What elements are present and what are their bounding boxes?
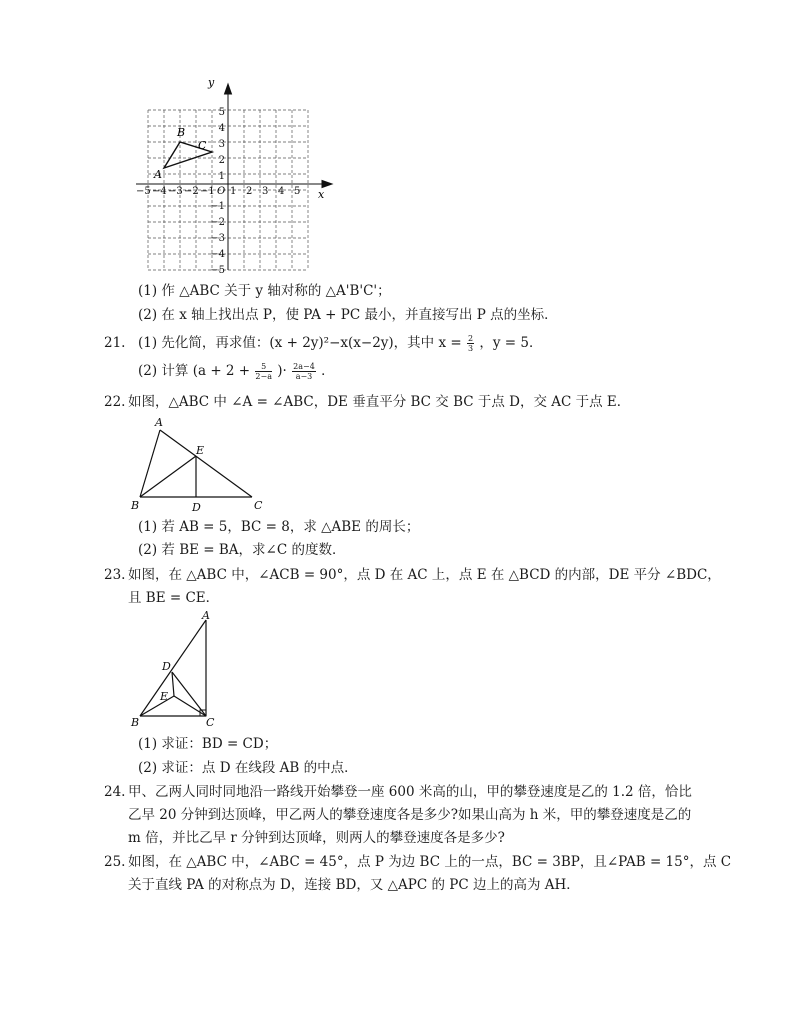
x-tick-label: 4	[278, 186, 285, 197]
x-tick-label: 1	[230, 186, 237, 197]
segment-be	[140, 456, 196, 497]
q25-number: 25.	[104, 854, 126, 870]
q21-part1-tail: ，y = 5．	[479, 335, 543, 351]
q21-part2-expr-b: )·	[277, 363, 287, 379]
fraction-numerator: 2a−4	[293, 362, 315, 371]
y-tick-label: −1	[210, 201, 225, 212]
segment-ab	[140, 430, 160, 497]
vertex-c-label: C	[206, 716, 215, 729]
q21-number: 21.	[104, 335, 126, 351]
q24-line1: 甲、乙两人同时同地沿一路线开始攀登一座 600 米高的山，甲的攀登速度是乙的 1.2 倍，恰比	[128, 784, 692, 800]
q20-part1: (1) 作 △ABC 关于 y 轴对称的 △A'B'C'；	[138, 283, 391, 299]
y-tick-label: 1	[218, 171, 225, 182]
point-c-label: C	[198, 139, 207, 152]
axes	[136, 84, 332, 270]
q21-part1	[138, 334, 543, 353]
fraction-two-thirds	[467, 334, 474, 353]
segment-dc	[172, 672, 206, 716]
x-tick-label: −2	[184, 186, 199, 197]
q23-line2: 且 BE = CE．	[128, 590, 220, 606]
y-tick-label: 2	[218, 155, 225, 166]
x-axis-label: x	[318, 188, 325, 201]
segment-ec	[174, 696, 206, 716]
segment-ac	[160, 430, 252, 497]
q21-part1-text: (1) 先化简，再求值：(x + 2y)²−x(x−2y)，其中 x =	[138, 335, 462, 351]
q24-number: 24.	[104, 784, 126, 800]
point-d-label: D	[192, 501, 201, 514]
vertex-c-label: C	[254, 499, 263, 512]
q21-part2-expr-a: (a + 2 +	[192, 363, 251, 379]
x-tick-labels-negative	[136, 186, 215, 197]
q22-triangle-figure	[128, 414, 270, 514]
q24-line3: m 倍，并比乙早 r 分钟到达顶峰，则两人的攀登速度各是多少?	[128, 830, 505, 846]
y-tick-label: 3	[218, 139, 225, 150]
q20-part2: (2) 在 x 轴上找出点 P，使 PA + PC 最小，并直接写出 P 点的坐标．	[138, 307, 558, 323]
q23-part2: (2) 求证：点 D 在线段 AB 的中点．	[138, 760, 358, 776]
segment-be	[140, 696, 174, 716]
q25-line2: 关于直线 PA 的对称点为 D，连接 BD，又 △APC 的 PC 边上的高为 AH．	[128, 877, 580, 893]
fraction-numerator: 5	[255, 362, 272, 372]
y-tick-labels-positive	[219, 107, 225, 182]
fraction-2a-4-over-a-3	[292, 362, 316, 381]
fraction-denominator: 2−a	[255, 372, 272, 381]
point-d-label: D	[162, 660, 171, 673]
fraction-numerator: 2	[468, 334, 474, 343]
y-tick-label: 5	[218, 107, 225, 118]
vertex-b-label: B	[131, 499, 140, 512]
fraction-denominator: 3	[468, 344, 474, 353]
vertex-a-label: A	[202, 609, 210, 622]
x-tick-label: −5	[136, 186, 151, 197]
y-axis-label: y	[208, 76, 215, 89]
point-a-label: A	[154, 168, 162, 181]
q22-part2: (2) 若 BE = BA，求∠C 的度数．	[138, 542, 346, 558]
y-tick-label: −3	[210, 233, 225, 244]
q23-line1: 如图，在 △ABC 中，∠ACB = 90°，点 D 在 AC 上，点 E 在 △BCD 的内部，DE 平分 ∠BDC，	[128, 567, 721, 583]
point-e-label: E	[160, 690, 169, 703]
q23-triangle-figure	[128, 608, 228, 732]
origin-label: O	[217, 186, 226, 197]
q23-part1: (1) 求证：BD = CD；	[138, 736, 278, 752]
q22-text: 如图，△ABC 中 ∠A = ∠ABC，DE 垂直平分 BC 交 BC 于点 D，交 AC 于点 E．	[128, 394, 631, 410]
q25-line1: 如图，在 △ABC 中，∠ABC = 45°，点 P 为边 BC 上的一点，BC = 3BP，且∠PAB = 15°，点 C	[128, 854, 732, 870]
y-tick-label: −4	[210, 249, 225, 260]
q23-number: 23.	[104, 567, 126, 583]
x-tick-label: −3	[168, 186, 183, 197]
q21-part2	[138, 362, 335, 381]
vertex-a-label: A	[155, 416, 163, 429]
y-tick-label: −2	[210, 217, 225, 228]
x-tick-label: −4	[152, 186, 167, 197]
fraction-5-over-2-minus-a	[255, 362, 272, 381]
segment-de	[172, 672, 174, 696]
x-tick-label: 5	[294, 186, 301, 197]
q21-part2-text: (2) 计算	[138, 363, 189, 379]
q22-part1: (1) 若 AB = 5，BC = 8，求 △ABE 的周长；	[138, 519, 420, 535]
segment-ab	[140, 620, 206, 716]
q21-part2-tail: ．	[321, 363, 335, 379]
coordinate-grid-figure	[128, 70, 338, 275]
x-tick-label: 3	[262, 186, 269, 197]
point-b-label: B	[177, 126, 186, 139]
y-tick-labels-negative	[210, 201, 225, 275]
vertex-b-label: B	[131, 716, 140, 729]
point-e-label: E	[196, 444, 205, 457]
q22-number: 22.	[104, 394, 126, 410]
y-tick-label: −5	[210, 265, 225, 275]
x-tick-label: −1	[200, 186, 215, 197]
y-tick-label: 4	[218, 123, 225, 134]
x-tick-labels-positive	[230, 186, 300, 197]
x-tick-label: 2	[246, 186, 253, 197]
fraction-denominator: a−3	[295, 372, 313, 381]
q24-line2: 乙早 20 分钟到达顶峰，甲乙两人的攀登速度各是多少?如果山高为 h 米，甲的攀登速度是乙的	[128, 807, 692, 823]
